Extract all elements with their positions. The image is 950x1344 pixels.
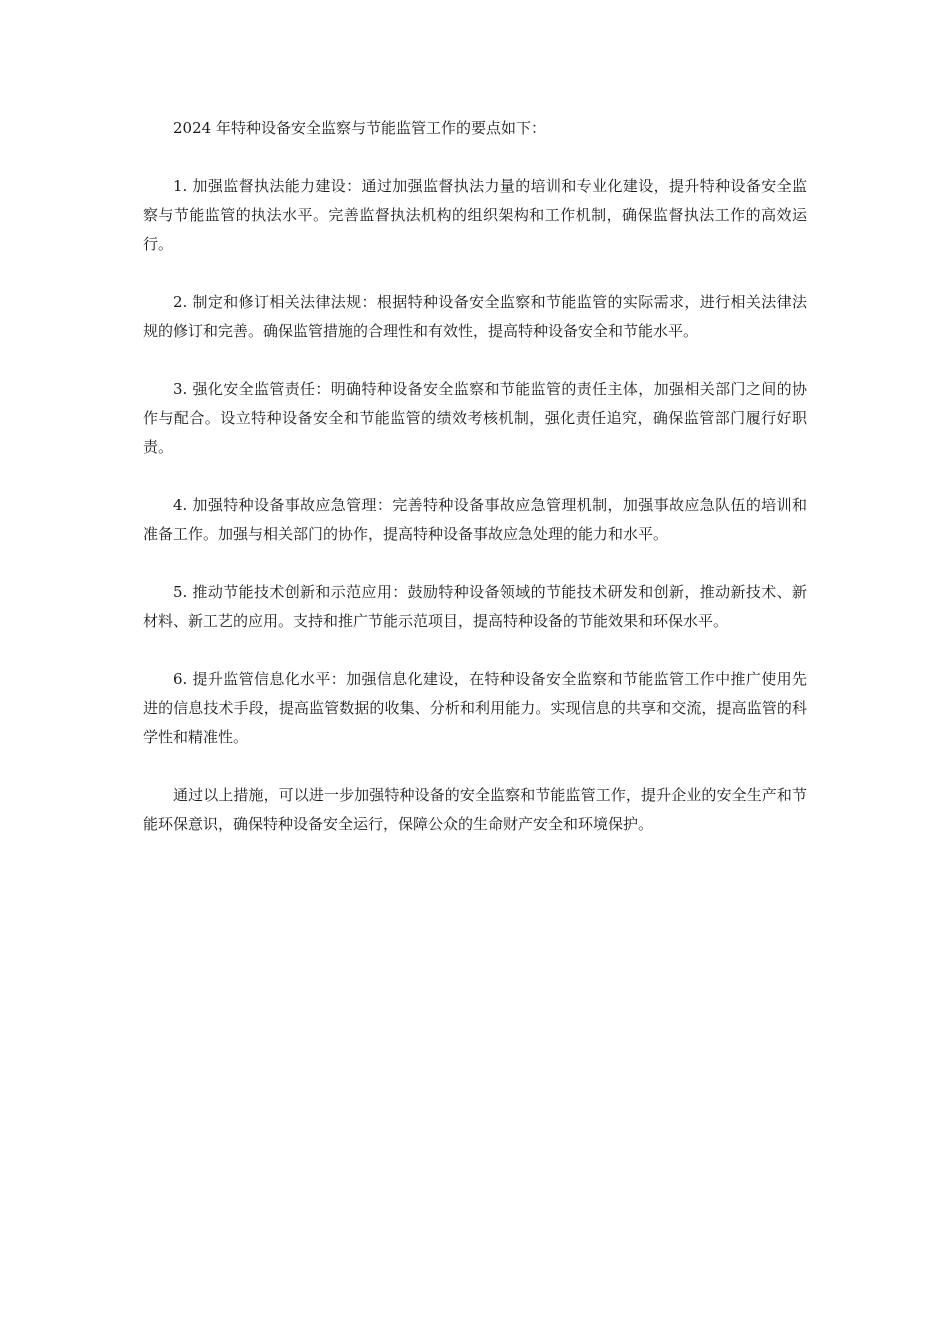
point-2-paragraph: 2. 制定和修订相关法律法规：根据特种设备安全监察和节能监管的实际需求，进行相关法律法规的修订和完善。确保监管措施的合理性和有效性，提高特种设备安全和节能水平。 xyxy=(143,293,807,340)
document-body xyxy=(143,114,807,839)
point-1-paragraph: 1. 加强监督执法能力建设：通过加强监督执法力量的培训和专业化建设，提升特种设备安全监察与节能监管的执法水平。完善监督执法机构的组织架构和工作机制，确保监督执法工作的高效运行。 xyxy=(143,177,807,253)
point-5-paragraph: 5. 推动节能技术创新和示范应用：鼓励特种设备领域的节能技术研发和创新，推动新技术、新材料、新工艺的应用。支持和推广节能示范项目，提高特种设备的节能效果和环保水平。 xyxy=(143,583,807,630)
point-3-paragraph: 3. 强化安全监管责任：明确特种设备安全监察和节能监管的责任主体，加强相关部门之间的协作与配合。设立特种设备安全和节能监管的绩效考核机制，强化责任追究，确保监管部门履行好职责。 xyxy=(143,380,807,456)
point-4-paragraph: 4. 加强特种设备事故应急管理：完善特种设备事故应急管理机制，加强事故应急队伍的培训和准备工作。加强与相关部门的协作，提高特种设备事故应急处理的能力和水平。 xyxy=(143,496,807,543)
conclusion-paragraph: 通过以上措施，可以进一步加强特种设备的安全监察和节能监管工作，提升企业的安全生产和节能环保意识，确保特种设备安全运行，保障公众的生命财产安全和环境保护。 xyxy=(143,786,807,833)
point-6-paragraph: 6. 提升监管信息化水平：加强信息化建设，在特种设备安全监察和节能监管工作中推广使用先进的信息技术手段，提高监管数据的收集、分析和利用能力。实现信息的共享和交流，提高监管的科学性和精准性。 xyxy=(143,670,807,746)
intro-paragraph: 2024 年特种设备安全监察与节能监管工作的要点如下： xyxy=(173,119,546,137)
